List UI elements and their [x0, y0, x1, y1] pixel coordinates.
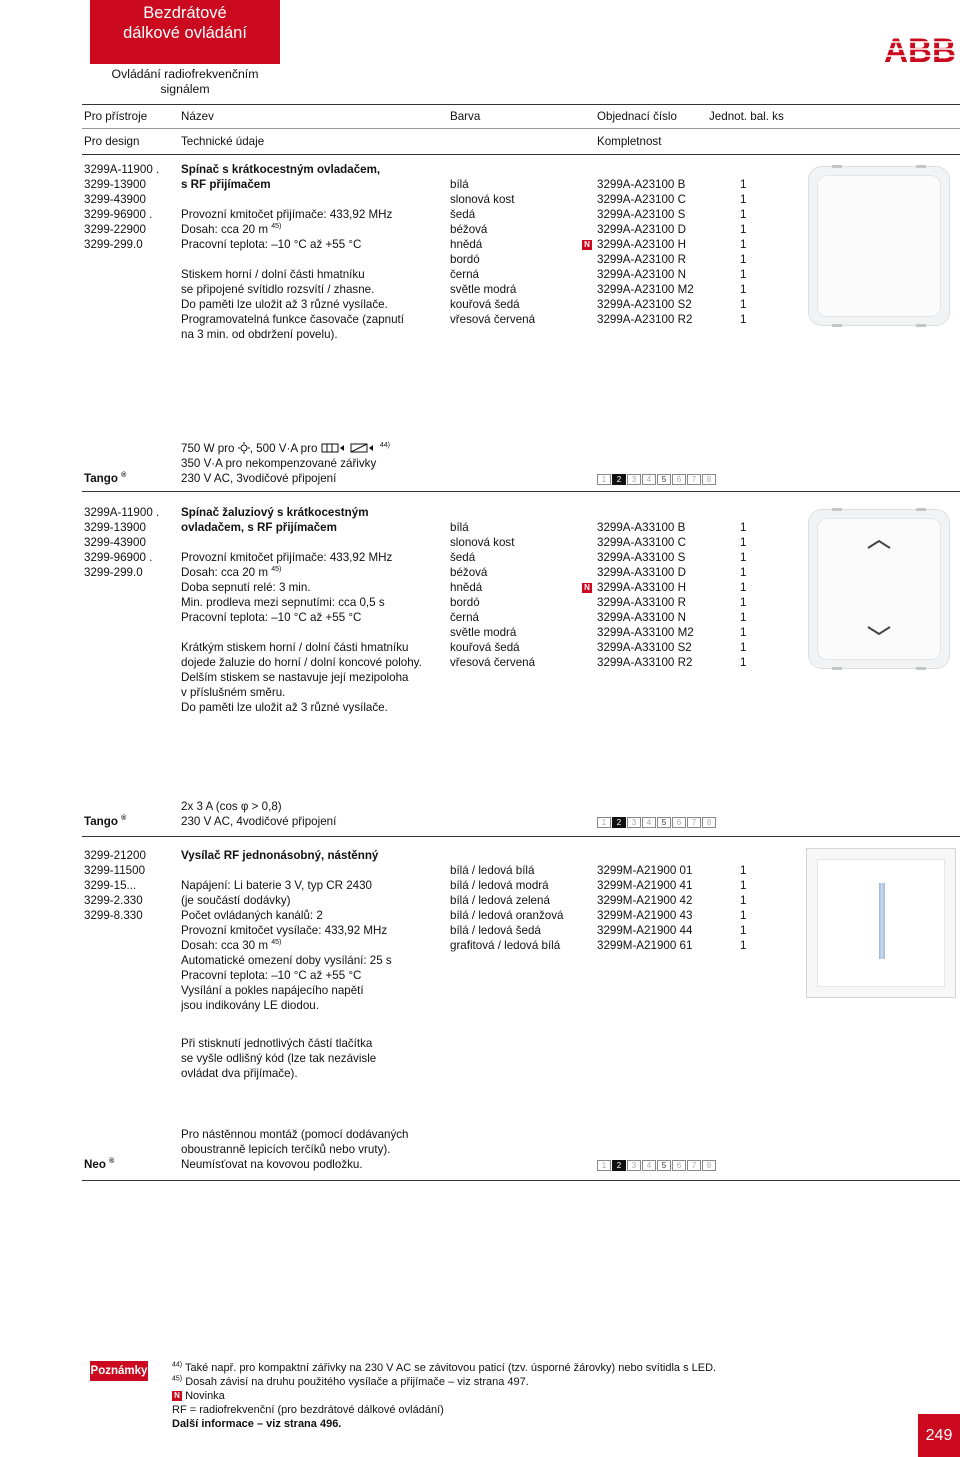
footnote-ref: 44) — [379, 442, 390, 450]
color-cell: světle modrá — [450, 626, 517, 639]
abb-logo-text: ABB — [884, 34, 956, 64]
tech-line: Pracovní teplota: –10 °C až +55 °C — [181, 611, 362, 624]
tech-line: Počet ovládaných kanálů: 2 — [181, 909, 323, 922]
color-cell: slonová kost — [450, 193, 515, 206]
color-cell: hnědá — [450, 581, 483, 594]
color-cell: bílá — [450, 521, 469, 534]
product-image-neo-transmitter — [806, 848, 956, 998]
design-spec-line: oboustranně lepicích terčíků nebo vruty). — [181, 1143, 391, 1156]
order-number: 3299A-A33100 S2 — [597, 641, 692, 654]
block-divider — [82, 491, 960, 492]
block-divider — [82, 836, 960, 837]
new-badge-icon: N — [172, 1391, 182, 1401]
pack-unit: 1 — [740, 223, 747, 236]
pack-unit: 1 — [740, 656, 747, 669]
pack-unit: 1 — [740, 864, 747, 877]
led-indicator — [879, 883, 885, 959]
order-number: 3299M-A21900 42 — [597, 894, 693, 907]
completeness-cell: 1 — [597, 1160, 611, 1171]
order-number: 3299A-A23100 S2 — [597, 298, 692, 311]
pack-unit: 1 — [740, 581, 747, 594]
new-badge-icon — [582, 237, 592, 252]
device-code: 3299A-11900 . — [84, 506, 160, 519]
order-number: 3299A-A33100 B — [597, 521, 686, 534]
device-code: 3299A-11900 . — [84, 163, 160, 176]
order-number: 3299A-A23100 R — [597, 253, 686, 266]
tech-line: ovládat dva přijímače). — [181, 1067, 298, 1080]
pack-unit: 1 — [740, 894, 747, 907]
device-code: 3299-299.0 — [84, 566, 143, 579]
section-subtitle — [90, 67, 280, 97]
pack-unit: 1 — [740, 536, 747, 549]
note-text: Také např. pro kompaktní zářivky na 230 V AC se závitovou paticí (tzv. úsporné žárovky) nebo svítidla s LED. — [184, 1362, 717, 1374]
design-spec-line: 230 V AC, 4vodičové připojení — [181, 815, 337, 828]
completeness-indicator — [597, 1158, 717, 1173]
tech-line: Provozní kmitočet přijímače: 433,92 MHz — [181, 551, 393, 564]
note-rf: RF = radiofrekvenční (pro bezdrátové dálkové ovládání) — [172, 1404, 444, 1416]
color-cell: bordó — [450, 253, 480, 266]
product-name: Spínač s krátkocestným ovladačem, — [181, 163, 381, 176]
footnote-ref: 45) — [271, 566, 282, 574]
color-cell: šedá — [450, 551, 476, 564]
design-name-text: Tango — [84, 472, 118, 485]
completeness-cell: 6 — [672, 1160, 686, 1171]
color-cell: bílá / ledová oranžová — [450, 909, 564, 922]
order-number: 3299A-A33100 N — [597, 611, 686, 624]
completeness-cell: 2 — [612, 817, 626, 828]
range-text: Dosah: cca 30 m — [181, 939, 268, 952]
note-new — [172, 1389, 225, 1404]
section-title-line1: Bezdrátové — [143, 4, 227, 22]
order-number: 3299A-A33100 R2 — [597, 656, 693, 669]
product-image-switch — [808, 166, 950, 326]
pack-unit: 1 — [740, 924, 747, 937]
spec-text: , 500 V·A pro — [249, 442, 318, 455]
col-pack-unit: Jednot. bal. ks — [709, 110, 784, 123]
tech-line: jsou indikovány LE diodou. — [181, 999, 319, 1012]
col-completeness: Kompletnost — [597, 135, 662, 148]
completeness-cell: 8 — [702, 474, 716, 485]
device-code: 3299-8.330 — [84, 909, 143, 922]
color-cell: vřesová červená — [450, 656, 536, 669]
pack-unit: 1 — [740, 298, 747, 311]
product-name: Spínač žaluziový s krátkocestným — [181, 506, 369, 519]
completeness-cell: 7 — [687, 817, 701, 828]
order-number: 3299A-A23100 C — [597, 193, 686, 206]
completeness-cell: 3 — [627, 1160, 641, 1171]
section-title-box — [90, 0, 280, 64]
pack-unit: 1 — [740, 551, 747, 564]
col-devices: Pro přístroje — [84, 110, 148, 123]
order-number: 3299M-A21900 01 — [597, 864, 693, 877]
col-order-number: Objednací číslo — [597, 110, 677, 123]
design-spec-line — [181, 441, 390, 456]
tech-line — [181, 565, 281, 580]
color-cell: slonová kost — [450, 536, 515, 549]
design-name-text: Tango — [84, 815, 118, 828]
color-cell: bordó — [450, 596, 480, 609]
new-badge-icon — [582, 580, 592, 595]
tech-line: Delším stiskem se nastavuje její mezipoloha — [181, 671, 409, 684]
pack-unit: 1 — [740, 238, 747, 251]
completeness-cell: 7 — [687, 474, 701, 485]
completeness-cell: 5 — [657, 1160, 671, 1171]
device-code: 3299-11500 — [84, 864, 146, 877]
col-tech-data: Technické údaje — [181, 135, 265, 148]
color-cell: bílá / ledová modrá — [450, 879, 549, 892]
pack-unit: 1 — [740, 193, 747, 206]
tech-line: Provozní kmitočet přijímače: 433,92 MHz — [181, 208, 393, 221]
design-name — [84, 471, 126, 486]
color-cell: bílá — [450, 178, 469, 191]
tech-line: Provozní kmitočet vysílače: 433,92 MHz — [181, 924, 388, 937]
completeness-cell: 4 — [642, 474, 656, 485]
pack-unit: 1 — [740, 641, 747, 654]
pack-unit: 1 — [740, 566, 747, 579]
tech-line — [181, 938, 281, 953]
tech-line: Při stisknutí jednotlivých částí tlačítka — [181, 1037, 373, 1050]
completeness-cell: 3 — [627, 474, 641, 485]
tech-line: Pracovní teplota: –10 °C až +55 °C — [181, 969, 362, 982]
pack-unit: 1 — [740, 521, 747, 534]
color-cell: béžová — [450, 566, 488, 579]
tech-line: Programovatelná funkce časovače (zapnutí — [181, 313, 404, 326]
completeness-cell: 8 — [702, 817, 716, 828]
design-name-text: Neo — [84, 1158, 106, 1171]
registered-mark: ® — [121, 815, 127, 823]
completeness-cell: 4 — [642, 1160, 656, 1171]
product-name: s RF přijímačem — [181, 178, 271, 191]
order-number: 3299M-A21900 44 — [597, 924, 693, 937]
color-cell: černá — [450, 268, 480, 281]
arrow-up-icon — [866, 539, 892, 549]
order-number: 3299A-A33100 R — [597, 596, 686, 609]
note-44 — [172, 1361, 716, 1376]
pack-unit: 1 — [740, 879, 747, 892]
completeness-cell: 2 — [612, 1160, 626, 1171]
range-text: Dosah: cca 20 m — [181, 223, 268, 236]
subtitle-line1: Ovládání radiofrekvenčním — [111, 67, 259, 81]
order-number: 3299M-A21900 43 — [597, 909, 693, 922]
abb-logo — [884, 34, 956, 67]
device-code: 3299-15... — [84, 879, 137, 892]
tech-line: Do paměti lze uložit až 3 různé vysílače. — [181, 701, 388, 714]
order-number: 3299A-A23100 S — [597, 208, 686, 221]
page-number: 249 — [918, 1414, 960, 1457]
order-number: 3299A-A23100 R2 — [597, 313, 693, 326]
order-number: 3299A-A33100 C — [597, 536, 686, 549]
color-cell: béžová — [450, 223, 488, 236]
pack-unit: 1 — [740, 208, 747, 221]
tech-line: (je součástí dodávky) — [181, 894, 291, 907]
header-rule-top — [82, 104, 960, 105]
color-cell: vřesová červená — [450, 313, 536, 326]
note-text: Dosah závisí na druhu použitého vysílače a přijímače – viz strana 497. — [185, 1376, 529, 1388]
lamp-icon — [238, 442, 250, 454]
device-code: 3299-21200 — [84, 849, 146, 862]
design-spec-line: 2x 3 A (cos φ > 0,8) — [181, 800, 282, 813]
header-rule-bottom — [82, 154, 960, 155]
order-number: 3299M-A21900 61 — [597, 939, 693, 952]
device-code: 3299-299.0 — [84, 238, 143, 251]
pack-unit: 1 — [740, 626, 747, 639]
new-badge-letter: N — [582, 583, 592, 593]
design-spec-line: Pro nástěnnou montáž (pomocí dodávaných — [181, 1128, 409, 1141]
pack-unit: 1 — [740, 596, 747, 609]
color-cell: světle modrá — [450, 283, 517, 296]
range-text: Dosah: cca 20 m — [181, 566, 268, 579]
order-number: 3299A-A23100 D — [597, 223, 686, 236]
order-number: 3299A-A33100 M2 — [597, 626, 694, 639]
pack-unit: 1 — [740, 283, 747, 296]
completeness-cell: 1 — [597, 817, 611, 828]
tech-line: Napájení: Li baterie 3 V, typ CR 2430 — [181, 879, 372, 892]
col-name: Název — [181, 110, 214, 123]
notes-label: Poznámky — [90, 1361, 148, 1381]
pack-unit: 1 — [740, 313, 747, 326]
tech-line: se připojené svítidlo rozsvítí / zhasne. — [181, 283, 375, 296]
completeness-indicator — [597, 472, 717, 487]
color-cell: černá — [450, 611, 480, 624]
color-cell: grafitová / ledová bílá — [450, 939, 561, 952]
completeness-cell: 6 — [672, 817, 686, 828]
completeness-cell: 5 — [657, 817, 671, 828]
completeness-cell: 4 — [642, 817, 656, 828]
tech-line: Automatické omezení doby vysílání: 25 s — [181, 954, 392, 967]
completeness-cell: 3 — [627, 817, 641, 828]
color-cell: bílá / ledová šedá — [450, 924, 541, 937]
pack-unit: 1 — [740, 253, 747, 266]
footnote-ref: 45) — [271, 939, 282, 947]
order-number: 3299A-A33100 S — [597, 551, 686, 564]
order-number: 3299A-A33100 H — [597, 581, 686, 594]
tech-line: dojede žaluzie do horní / dolní koncové polohy. — [181, 656, 422, 669]
registered-mark: ® — [109, 1158, 115, 1166]
tech-line: Stiskem horní / dolní části hmatníku — [181, 268, 365, 281]
device-code: 3299-43900 — [84, 536, 146, 549]
completeness-cell: 6 — [672, 474, 686, 485]
tech-line: se vyšle odlišný kód (lze tak nezávisle — [181, 1052, 377, 1065]
design-spec-line: 230 V AC, 3vodičové připojení — [181, 472, 337, 485]
order-number: 3299A-A23100 N — [597, 268, 686, 281]
section-title-line2: dálkové ovládání — [123, 24, 247, 42]
completeness-cell: 2 — [612, 474, 626, 485]
pack-unit: 1 — [740, 611, 747, 624]
arrow-down-icon — [866, 626, 892, 636]
note-text: Novinka — [185, 1390, 225, 1402]
tech-line — [181, 222, 281, 237]
col-color: Barva — [450, 110, 481, 123]
tech-line: Krátkým stiskem horní / dolní části hmatníku — [181, 641, 409, 654]
color-cell: bílá / ledová zelená — [450, 894, 550, 907]
subtitle-line2: signálem — [160, 82, 210, 96]
color-cell: šedá — [450, 208, 476, 221]
order-number: 3299A-A33100 D — [597, 566, 686, 579]
tech-line: Doba sepnutí relé: 3 min. — [181, 581, 311, 594]
transformer-icon — [321, 442, 377, 454]
completeness-cell: 5 — [657, 474, 671, 485]
device-code: 3299-13900 — [84, 521, 146, 534]
design-name — [84, 814, 126, 829]
design-name — [84, 1157, 114, 1172]
pack-unit: 1 — [740, 178, 747, 191]
tech-line: na 3 min. od obdržení povelu). — [181, 328, 338, 341]
device-code: 3299-2.330 — [84, 894, 143, 907]
color-cell: hnědá — [450, 238, 483, 251]
block-divider — [82, 1180, 960, 1181]
order-number: 3299A-A23100 B — [597, 178, 686, 191]
device-code: 3299-96900 . — [84, 551, 153, 564]
product-image-blind-switch — [808, 509, 950, 669]
color-cell: bílá / ledová bílá — [450, 864, 535, 877]
note-45 — [172, 1375, 529, 1390]
product-name: ovladačem, s RF přijímačem — [181, 521, 337, 534]
footnote-ref: 45) — [271, 223, 282, 231]
tech-line: Pracovní teplota: –10 °C až +55 °C — [181, 238, 362, 251]
completeness-indicator — [597, 815, 717, 830]
device-code: 3299-43900 — [84, 193, 146, 206]
tech-line: Vysílání a pokles napájecího napětí — [181, 984, 364, 997]
pack-unit: 1 — [740, 909, 747, 922]
device-code: 3299-96900 . — [84, 208, 153, 221]
registered-mark: ® — [121, 472, 127, 480]
device-code: 3299-22900 — [84, 223, 146, 236]
col-design: Pro design — [84, 135, 140, 148]
new-badge-letter: N — [582, 240, 592, 250]
order-number: 3299A-A23100 M2 — [597, 283, 694, 296]
tech-line: Min. prodleva mezi sepnutími: cca 0,5 s — [181, 596, 385, 609]
tech-line: Do paměti lze uložit až 3 různé vysílače. — [181, 298, 388, 311]
spec-text: 750 W pro — [181, 442, 235, 455]
completeness-cell: 8 — [702, 1160, 716, 1171]
design-spec-line: 350 V·A pro nekompenzované zářivky — [181, 457, 377, 470]
color-cell: kouřová šedá — [450, 641, 520, 654]
product-name: Vysílač RF jednonásobný, nástěnný — [181, 849, 379, 862]
order-number: 3299A-A23100 H — [597, 238, 686, 251]
note-mark: 44) — [172, 1361, 183, 1369]
color-cell: kouřová šedá — [450, 298, 520, 311]
note-more-info: Další informace – viz strana 496. — [172, 1418, 342, 1430]
design-spec-line: Neumísťovat na kovovou podložku. — [181, 1158, 363, 1171]
note-mark: 45) — [172, 1375, 183, 1383]
pack-unit: 1 — [740, 939, 747, 952]
completeness-cell: 7 — [687, 1160, 701, 1171]
tech-line: v příslušném směru. — [181, 686, 286, 699]
header-rule-mid — [82, 128, 960, 129]
pack-unit: 1 — [740, 268, 747, 281]
device-code: 3299-13900 — [84, 178, 146, 191]
completeness-cell: 1 — [597, 474, 611, 485]
order-number: 3299M-A21900 41 — [597, 879, 693, 892]
